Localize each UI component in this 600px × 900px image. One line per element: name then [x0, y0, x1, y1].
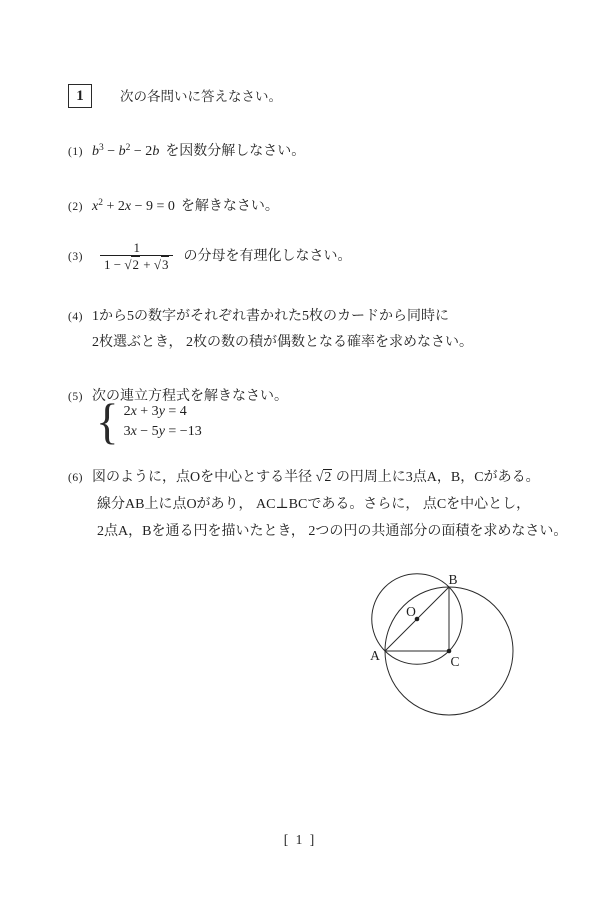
problem-2-number: (2) — [68, 201, 83, 213]
system-brace: { — [96, 394, 119, 450]
problem-3-text: の分母を有理化しなさい。 — [183, 249, 352, 264]
label-b: B — [448, 572, 458, 587]
fraction — [100, 240, 173, 273]
point-c-dot — [447, 649, 452, 654]
fraction-numerator: 1 — [133, 240, 140, 255]
system-equation-2: 3x − 5y = −13 — [123, 424, 202, 439]
label-o: O — [406, 604, 416, 619]
problem-6-line1: 図のように，点Oを中心とする半径 √2 の円周上に3点A，B，Cがある。 — [92, 470, 540, 485]
problem-4-line2: 2枚選ぶとき， 2枚の数の積が偶数となる確率を求めなさい。 — [92, 335, 473, 350]
problem-6 — [68, 469, 540, 486]
problem-1-expression: $b^3 - b^2 - 2b$ — [92, 143, 160, 159]
geometry-figure — [358, 563, 528, 730]
problem-6-number: (6) — [68, 472, 83, 484]
problem-3 — [68, 240, 351, 273]
problem-4 — [68, 308, 449, 325]
question-instruction: 次の各問いに答えなさい。 — [120, 89, 282, 104]
label-c: C — [450, 654, 460, 669]
problem-1 — [68, 143, 305, 160]
problem-2-expression: $x^2 + 2x - 9 = 0$ — [92, 198, 175, 214]
system-equation-1: 2x + 3y = 4 — [123, 404, 187, 419]
problem-6-line3: 2点A，Bを通る円を描いたとき， 2つの円の共通部分の面積を求めなさい。 — [97, 524, 568, 539]
problem-6-line2: 線分AB上に点Oがあり， AC⊥BCである。さらに， 点Cを中心とし， — [97, 497, 531, 512]
problem-2 — [68, 198, 279, 215]
problem-5-number: (5) — [68, 391, 83, 403]
problem-4-number: (4) — [68, 311, 83, 323]
problem-1-number: (1) — [68, 146, 83, 158]
problem-5-text: 次の連立方程式を解きなさい。 — [92, 389, 288, 404]
problem-2-text: を解きなさい。 — [180, 199, 279, 214]
question-number-box — [68, 84, 92, 108]
page-number: [ 1 ] — [283, 832, 317, 847]
problem-1-text: を因数分解しなさい。 — [165, 144, 306, 159]
problem-4-line1: 1から5の数字がそれぞれ書かれた5枚のカードから同時に — [92, 309, 449, 324]
system-equations — [124, 402, 202, 442]
label-a: A — [370, 648, 380, 663]
equation-system — [96, 394, 202, 450]
question-number: 1 — [76, 87, 84, 104]
problem-3-number: (3) — [68, 250, 83, 263]
fraction-denominator: 1 − √2 + √3 — [100, 255, 173, 273]
